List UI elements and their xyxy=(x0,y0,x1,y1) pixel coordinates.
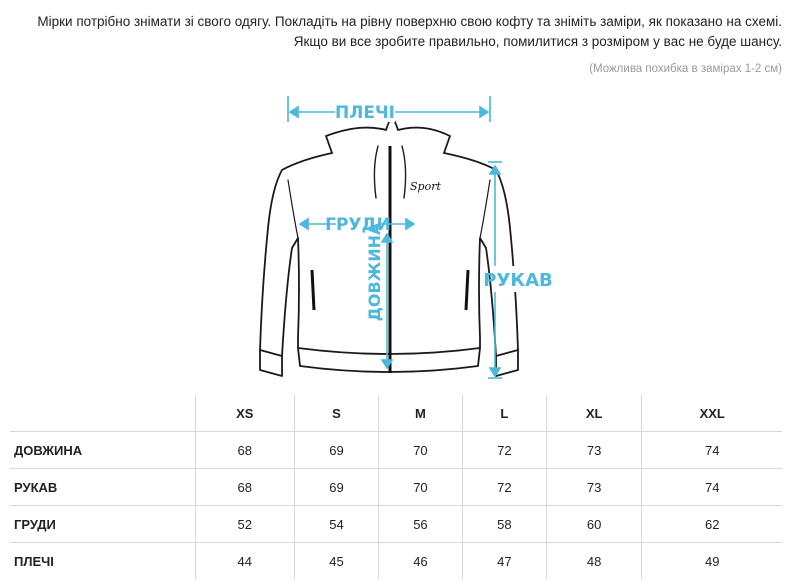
table-cell: 72 xyxy=(462,469,546,506)
jacket-drawstring-right xyxy=(402,146,406,198)
jacket-right-seam xyxy=(480,180,490,238)
table-cell: 62 xyxy=(642,506,782,543)
table-cell: 70 xyxy=(378,432,462,469)
table-cell: 46 xyxy=(378,543,462,580)
size-header-m: M xyxy=(378,395,462,432)
table-cell: 74 xyxy=(642,432,782,469)
table-cell: 58 xyxy=(462,506,546,543)
intro-line-1: Мірки потрібно знімати зі свого одягу. Покладіть на рівну поверхню свою кофту та зніміть заміри, як показано на схемі. xyxy=(37,14,782,29)
size-header-corner xyxy=(10,395,195,432)
measurement-note: (Можлива похибка в замірах 1-2 см) xyxy=(589,63,782,75)
size-header-xs: XS xyxy=(195,395,295,432)
size-header-xl: XL xyxy=(546,395,642,432)
table-cell: 44 xyxy=(195,543,295,580)
table-cell: 73 xyxy=(546,469,642,506)
row-label-length: ДОВЖИНА xyxy=(14,442,83,458)
label-sleeve: РУКАВ xyxy=(483,270,553,291)
table-cell: 72 xyxy=(462,432,546,469)
jacket-left-seam xyxy=(288,180,298,238)
jacket-drawstring-left xyxy=(374,146,378,198)
table-cell: 49 xyxy=(642,543,782,580)
label-shoulders: ПЛЕЧІ xyxy=(334,103,396,123)
table-cell: 45 xyxy=(295,543,379,580)
jacket-left-pocket xyxy=(312,270,314,310)
jacket-logo: Sport xyxy=(410,180,441,193)
jacket-right-pocket xyxy=(466,270,468,310)
jacket-measurement-diagram xyxy=(240,88,560,388)
table-cell: 52 xyxy=(195,506,295,543)
table-row xyxy=(10,543,782,580)
row-label-sleeve: РУКАВ xyxy=(14,479,58,495)
table-cell: 68 xyxy=(195,469,295,506)
intro-line-2: Якщо ви все зробите правильно, помилитися з розміром у вас не буде шансу. xyxy=(293,34,782,49)
table-cell: 68 xyxy=(195,432,295,469)
table-cell: 60 xyxy=(546,506,642,543)
table-cell: 69 xyxy=(295,469,379,506)
table-row xyxy=(10,469,782,506)
table-cell: 56 xyxy=(378,506,462,543)
label-chest: ГРУДИ xyxy=(325,215,391,235)
row-label-shoulders: ПЛЕЧІ xyxy=(14,553,54,569)
intro-text xyxy=(37,12,782,79)
table-cell: 48 xyxy=(546,543,642,580)
size-header-xxl: XXL xyxy=(642,395,782,432)
table-cell: 70 xyxy=(378,469,462,506)
size-header-l: L xyxy=(462,395,546,432)
table-row xyxy=(10,432,782,469)
table-cell: 54 xyxy=(295,506,379,543)
table-cell: 69 xyxy=(295,432,379,469)
jacket-collar xyxy=(326,118,450,153)
table-cell: 73 xyxy=(546,432,642,469)
row-label-chest: ГРУДИ xyxy=(14,516,56,532)
size-header-row xyxy=(10,395,782,432)
table-cell: 47 xyxy=(462,543,546,580)
size-table xyxy=(10,395,782,579)
size-header-s: S xyxy=(295,395,379,432)
table-row xyxy=(10,506,782,543)
label-length: ДОВЖИНА xyxy=(365,222,384,322)
table-cell: 74 xyxy=(642,469,782,506)
